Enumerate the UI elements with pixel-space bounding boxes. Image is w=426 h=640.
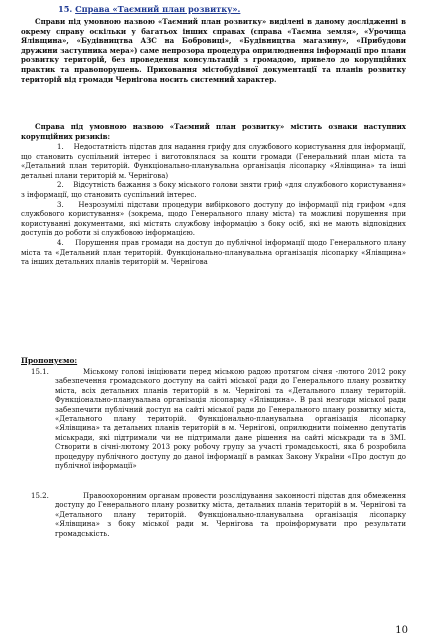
page-number: 10 xyxy=(395,625,408,636)
proposal-text: Правоохоронним органам провести розслідування законності підстав для обмеження доступу до Генерального плану розвитку міста, детальних планів територій в м. Чернігові та «Детального плану територій. Функціонально-планувальна організація лісопарку «Ялівщина» з боку міської ради м. Чернігова та проінформувати про результати громадськість. xyxy=(55,492,406,538)
risks-heading: Справа під умовною назвою «Таємний план розвитку» містить ознаки наступних корупційних ризиків: xyxy=(21,122,406,141)
proposal-number: 15.2. xyxy=(31,492,49,500)
risk-item: 3. Незрозумілі підстави процедури вибіркового доступу до інформації під грифом «для службового користування» (зокрема, щодо Генерального плану міста) та можливі порушення при користуванні документами, які містять службову інформацію з боку осіб, які не мають відповідних доступів до роботи зі службовою інформацією. xyxy=(21,200,406,238)
proposal-number: 15.1. xyxy=(31,368,49,376)
section-number: 15. xyxy=(58,4,73,14)
proposal-item xyxy=(21,492,406,539)
risk-item: 1. Недостатність підстав для надання грифу для службового користування для інформації, що становить суспільний інтерес і виготовлялася за кошти громади (Генеральний план міста та «Детальний план територій. Функціонально-планувальна організація лісопарку «Ялівщина» та інші детальні плани територій м. Чернігова) xyxy=(21,143,406,180)
section-title xyxy=(58,4,240,14)
intro-paragraph: Справи під умовною назвою «Таємний план розвитку» виділені в даному дослідженні в окрему справу оскільки у багатьох інших справах (справа «Таємна земля», «Урочища Ялівщина», «Будівництва АЗС на Бобровиці», «Будівництва магазину», «Прибудови дружини заступника мера») саме непрозора процедура оприлюднення інформації про плани розвитку територій, без проведення консультацій з громадою, привело до корупційних практик та правопорушень. Приховання містобудівної документації та планів розвитку територій від громади Чернігова носить системний характер. xyxy=(21,17,406,84)
risks-list xyxy=(21,143,406,268)
risk-item: 2. Відсутність бажання з боку міського голови зняти гриф «для службового користування» з інформації, що становить суспільний інтерес. xyxy=(21,181,406,199)
proposal-item xyxy=(21,368,406,471)
risk-item: 4. Порушення прав громади на доступ до публічної інформації щодо Генерального плану міста та «Детальний план територій. Функціонально-планувальна організація лісопарку «Ялівщина» та інших детальних планів територій м. Чернігова xyxy=(21,238,406,267)
section-title-link[interactable]: Справа «Таємний план розвитку». xyxy=(75,4,241,14)
proposal-text: Міському голові ініціювати перед міською радою протягом січня -лютого 2012 року забезпечення громадського доступу на сайті міської ради до Генерального плану розвитку міста, всіх детальних планів територій в м. Чернігові та «Детального плану територій. Функціонально-планувальна організація лісопарку «Ялівщина». В разі незгоди міської ради забезпечити публічний доступ на сайті міської ради до Генерального плану розвитку міста, «Детального плану територій. Функціонально-планувальна організація лісопарку «Ялівщина» та детальних планів територій в м. Чернігові, оприлюднити поіменно депутатів міськради, які підтримали чи не підтримали дане рішення на сайті міськради та в ЗМІ. Створити в січні-лютому 2013 року робочу групу за участі громадськості, яка б розробила процедуру публічного доступу до даної інформації в рамках Закону України «Про доступ до публічної інформації» xyxy=(55,368,406,471)
proposals-heading: Пропонуємо: xyxy=(21,356,78,365)
